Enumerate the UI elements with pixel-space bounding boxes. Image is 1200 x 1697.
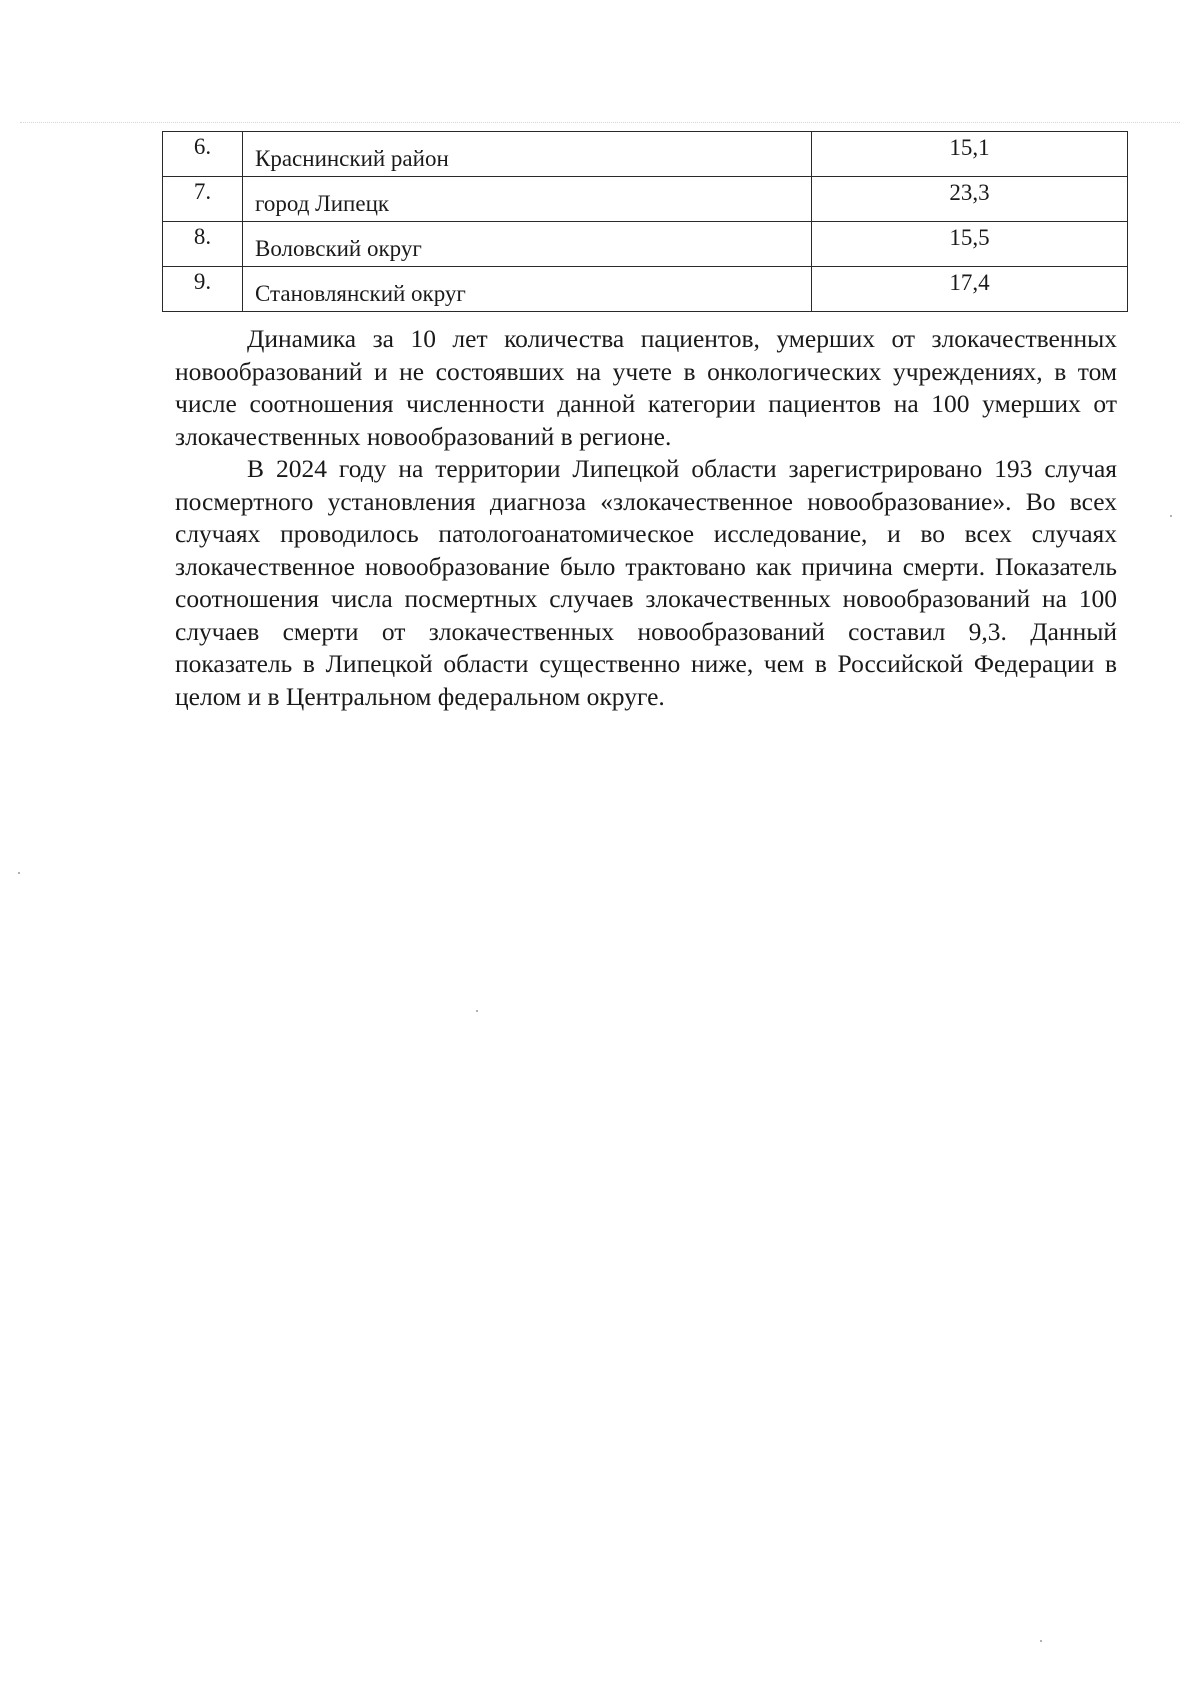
body-text — [175, 323, 1117, 713]
district-name: Становлянский округ — [243, 267, 812, 312]
table-row — [163, 267, 1128, 312]
table-row — [163, 132, 1128, 177]
paragraph-postmortem: В 2024 году на территории Липецкой области зарегистрировано 193 случая посмертного установления диагноза «злокачественное новообразование». Во всех случаях проводилось патологоанатомическое исследование, и во всех случаях злокачественное новообразование было трактовано как причина смерти. Показатель соотношения числа посмертных случаев злокачественных новообразований на 100 случаев смерти от злокачественных новообразований составил 9,3. Данный показатель в Липецкой области существенно ниже, чем в Российской Федерации в целом и в Центральном федеральном округе. — [175, 454, 1117, 711]
row-number: 6. — [163, 132, 243, 177]
district-value: 17,4 — [812, 267, 1128, 312]
scan-artifact-line — [20, 122, 1180, 123]
scan-speck — [476, 1010, 478, 1012]
row-number: 8. — [163, 222, 243, 267]
row-number: 7. — [163, 177, 243, 222]
district-value: 15,1 — [812, 132, 1128, 177]
scan-speck — [1040, 1640, 1042, 1642]
district-name: город Липецк — [243, 177, 812, 222]
district-value: 23,3 — [812, 177, 1128, 222]
scan-speck — [1170, 515, 1172, 517]
district-value: 15,5 — [812, 222, 1128, 267]
row-number: 9. — [163, 267, 243, 312]
table-row — [163, 222, 1128, 267]
paragraph-dynamics: Динамика за 10 лет количества пациентов, умерших от злокачественных новообразований и не состоявших на учете в онкологических учреждениях, в том числе соотношения численности данной категории пациентов на 100 умерших от злокачественных новообразований в регионе. — [175, 324, 1117, 451]
district-name: Краснинский район — [243, 132, 812, 177]
table-row — [163, 177, 1128, 222]
scan-speck — [18, 872, 20, 874]
district-table — [162, 131, 1128, 312]
district-name: Воловский округ — [243, 222, 812, 267]
